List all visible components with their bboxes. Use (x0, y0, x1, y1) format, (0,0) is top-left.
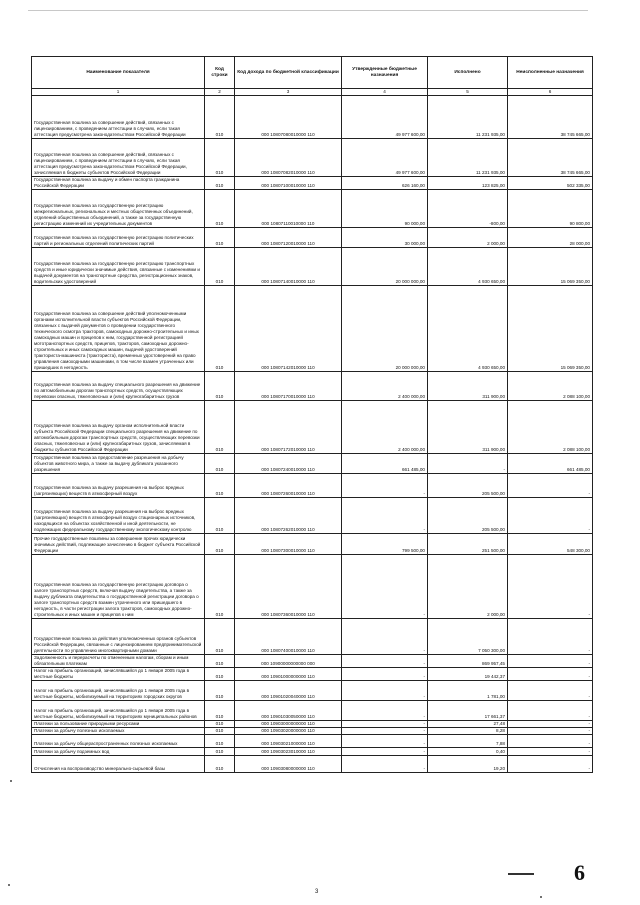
row-executed-cell: 2 000,00 (428, 228, 508, 248)
row-code-cell: 010 (205, 286, 235, 372)
row-approved-cell: 30 000,00 (342, 228, 428, 248)
row-executed-cell: 19,20 (428, 756, 508, 773)
table-row (32, 721, 593, 728)
row-classification-cell: 000 10903020000000 110 (235, 728, 342, 735)
row-name-cell: Налог на прибыль организаций, зачислявшийся до 1 января 2005 года в местные бюджеты, мобилизуемый на территориях муниципальных районов (32, 701, 205, 721)
row-classification-cell: 000 10903080000000 110 (235, 756, 342, 773)
row-name-cell: Государственная пошлина за действия уполномоченных органов субъектов Российской Федерации, связанные с лицензированием предпринимательской деятельности по управлению многоквартирными домами (32, 619, 205, 655)
row-approved-cell: - (342, 701, 428, 721)
row-code-cell: 010 (205, 555, 235, 619)
column-number: 5 (428, 89, 508, 96)
row-name-cell: Отчисления на воспроизводство минерально-сырьевой базы (32, 756, 205, 773)
row-executed-cell: 7,88 (428, 735, 508, 748)
row-executed-cell: 2 000,00 (428, 555, 508, 619)
row-unexecuted-cell: 2 088 100,00 (508, 372, 593, 401)
table-body (32, 96, 593, 773)
row-code-cell: 010 (205, 619, 235, 655)
row-executed-cell: 19 442,37 (428, 668, 508, 681)
row-classification-cell: 000 10903021000000 110 (235, 735, 342, 748)
table-row (32, 372, 593, 401)
row-approved-cell: 90 000,00 (342, 190, 428, 228)
table-row (32, 139, 593, 177)
row-executed-cell: 11 231 935,00 (428, 139, 508, 177)
column-number: 3 (235, 89, 342, 96)
row-name-cell: Платежи за пользование природными ресурсами (32, 721, 205, 728)
column-number: 1 (32, 89, 205, 96)
row-unexecuted-cell: 502 335,00 (508, 177, 593, 190)
row-approved-cell: 49 977 600,00 (342, 96, 428, 139)
row-unexecuted-cell: 15 069 350,00 (508, 248, 593, 286)
row-classification-cell: 000 10900000000000 000 (235, 655, 342, 668)
row-executed-cell: 7 050 300,00 (428, 619, 508, 655)
row-name-cell: Государственная пошлина за государственную регистрацию межрегиональных, региональных и местных общественных объединений, отделений общественных объединений, а также за государственную регистрацию изменений их учредительных документов (32, 190, 205, 228)
row-code-cell: 010 (205, 756, 235, 773)
row-unexecuted-cell: 28 000,00 (508, 228, 593, 248)
row-code-cell: 010 (205, 498, 235, 534)
row-classification-cell: 000 10903023010000 110 (235, 748, 342, 756)
row-classification-cell: 000 10807360010000 110 (235, 555, 342, 619)
row-classification-cell: 000 10807262010000 110 (235, 498, 342, 534)
row-executed-cell: 205 500,00 (428, 498, 508, 534)
row-code-cell: 010 (205, 228, 235, 248)
row-code-cell: 010 (205, 96, 235, 139)
row-approved-cell: - (342, 735, 428, 748)
row-code-cell: 010 (205, 735, 235, 748)
row-name-cell: Налог на прибыль организаций, зачислявшийся до 1 января 2005 года в местные бюджеты, мобилизуемый на территориях городских округов (32, 681, 205, 701)
row-name-cell: Платежи за добычу подземных вод (32, 748, 205, 756)
table-row (32, 228, 593, 248)
table-row (32, 286, 593, 372)
row-classification-cell: 000 10807400010000 110 (235, 619, 342, 655)
row-unexecuted-cell: - (508, 721, 593, 728)
row-code-cell: 010 (205, 474, 235, 498)
column-number-row (32, 89, 593, 96)
scan-speck (540, 896, 542, 898)
row-name-cell: Государственная пошлина за выдачу органом исполнительной власти субъекта Российской Федерации специального разрешения на движение по автомобильным дорогам транспортных средств, осуществляющих перевозки опасных, тяжеловесных и (или) крупногабаритных грузов, зачисляемая в бюджеты субъектов Российской Федерации (32, 401, 205, 454)
row-executed-cell: -800,00 (428, 190, 508, 228)
row-executed-cell: 11 231 935,00 (428, 96, 508, 139)
page-number: 3 (315, 889, 319, 895)
row-approved-cell: - (342, 555, 428, 619)
row-classification-cell: 000 10807240010000 110 (235, 454, 342, 474)
row-executed-cell: 123 825,00 (428, 177, 508, 190)
row-unexecuted-cell: - (508, 756, 593, 773)
row-executed-cell: 869 957,45 (428, 655, 508, 668)
row-unexecuted-cell: - (508, 681, 593, 701)
row-approved-cell: 2 400 000,00 (342, 372, 428, 401)
row-code-cell: 010 (205, 681, 235, 701)
row-code-cell: 010 (205, 190, 235, 228)
row-unexecuted-cell: - (508, 474, 593, 498)
row-code-cell: 010 (205, 668, 235, 681)
row-classification-cell: 000 10807172010000 110 (235, 401, 342, 454)
row-classification-cell: 000 10807260010000 110 (235, 474, 342, 498)
header-executed: Исполнено (428, 57, 508, 89)
row-unexecuted-cell: - (508, 655, 593, 668)
row-approved-cell: - (342, 474, 428, 498)
row-approved-cell: - (342, 756, 428, 773)
table-row (32, 401, 593, 454)
row-code-cell: 010 (205, 248, 235, 286)
row-name-cell: Государственная пошлина за государственную регистрацию политических партий и региональных отделений политических партий (32, 228, 205, 248)
row-name-cell: Прочие государственные пошлины за совершение прочих юридически значимых действий, подлежащие зачислению в бюджет субъекта Российской Федерации (32, 534, 205, 555)
row-approved-cell: 626 160,00 (342, 177, 428, 190)
table-row (32, 177, 593, 190)
row-unexecuted-cell: 38 745 665,00 (508, 96, 593, 139)
header-name: Наименование показателя (32, 57, 205, 89)
row-name-cell: Государственная пошлина за выдачу специального разрешения на движение по автомобильным дорогам транспортных средств, осуществляющих перевозки опасных, тяжеловесных и (или) крупногабаритных грузов (32, 372, 205, 401)
row-approved-cell: - (342, 681, 428, 701)
row-name-cell: Государственная пошлина за совершение действий, связанных с лицензированием, с проведением аттестации в случаях, если такая аттестация предусмотрена законодательством Российской Федерации (32, 96, 205, 139)
column-number: 2 (205, 89, 235, 96)
row-executed-cell: 0,40 (428, 748, 508, 756)
row-executed-cell: 1 781,00 (428, 681, 508, 701)
row-unexecuted-cell: - (508, 728, 593, 735)
row-unexecuted-cell: - (508, 555, 593, 619)
margin-dash (508, 873, 534, 875)
table-row (32, 96, 593, 139)
row-unexecuted-cell: - (508, 701, 593, 721)
column-number: 4 (342, 89, 428, 96)
table-row (32, 735, 593, 748)
row-code-cell: 010 (205, 401, 235, 454)
row-unexecuted-cell: - (508, 735, 593, 748)
row-unexecuted-cell: 661 485,00 (508, 454, 593, 474)
row-unexecuted-cell: 38 745 665,00 (508, 139, 593, 177)
row-code-cell: 010 (205, 655, 235, 668)
header-unexecuted: Неисполненные назначения (508, 57, 593, 89)
row-code-cell: 010 (205, 728, 235, 735)
row-approved-cell: 20 000 000,00 (342, 248, 428, 286)
revenue-report-table (31, 56, 593, 773)
top-rule (28, 10, 588, 11)
row-unexecuted-cell: 2 088 100,00 (508, 401, 593, 454)
row-executed-cell: 205 500,00 (428, 474, 508, 498)
table-row (32, 454, 593, 474)
row-unexecuted-cell: 548 300,00 (508, 534, 593, 555)
header-approved: Утвержденные бюджетные назначения (342, 57, 428, 89)
table-row (32, 248, 593, 286)
row-name-cell: Государственная пошлина за государственную регистрацию транспортных средств и иные юридически значимые действия, связанные с изменениями и выдачей документов на транспортные средства, регистрационных знаков, водительских удостоверений (32, 248, 205, 286)
row-approved-cell: 799 500,00 (342, 534, 428, 555)
row-classification-cell: 000 10807082010000 110 (235, 139, 342, 177)
row-code-cell: 010 (205, 177, 235, 190)
row-executed-cell: 4 930 650,00 (428, 248, 508, 286)
row-classification-cell: 000 10807140010000 110 (235, 248, 342, 286)
row-classification-cell: 000 10807170010000 110 (235, 372, 342, 401)
row-name-cell: Государственная пошлина за совершение действий уполномоченными органами исполнительной власти субъектов Российской Федерации, связанных с выдачей документов о проведении государственного технического осмотра тракторов, самоходных дорожно-строительных и иных самоходных машин и прицепов к ним, государственной регистрацией мототранспортных средств, прицепов, тракторов, самоходных дорожно-строительных и иных самоходных машин, выдачей удостоверений тракториста-машиниста (тракториста), временных удостоверений на право управления самоходными машинами, в том числе взамен утраченных или пришедших в негодность (32, 286, 205, 372)
row-unexecuted-cell: - (508, 498, 593, 534)
row-code-cell: 010 (205, 534, 235, 555)
table-row (32, 681, 593, 701)
row-name-cell: Государственная пошлина за предоставление разрешения на добычу объектов животного мира, а также за выдачу дубликата указанного разрешения (32, 454, 205, 474)
row-name-cell: Государственная пошлина за выдачу и обмен паспорта гражданина Российской Федерации (32, 177, 205, 190)
row-executed-cell: 27,48 (428, 721, 508, 728)
row-code-cell: 010 (205, 701, 235, 721)
row-approved-cell: - (342, 721, 428, 728)
row-executed-cell: 17 661,37 (428, 701, 508, 721)
row-code-cell: 010 (205, 721, 235, 728)
row-executed-cell: 251 500,00 (428, 534, 508, 555)
row-classification-cell: 000 10901000000000 110 (235, 668, 342, 681)
table-row (32, 701, 593, 721)
row-executed-cell: - (428, 454, 508, 474)
row-name-cell: Государственная пошлина за выдачу разрешения на выброс вредных (загрязняющих) веществ в атмосферный воздух стационарных источников, находящихся на объектах хозяйственной и иной деятельности, не подлежащих федеральному государственному экологическому контролю (32, 498, 205, 534)
row-approved-cell: 661 485,00 (342, 454, 428, 474)
row-classification-cell: 000 10903000000000 110 (235, 721, 342, 728)
row-unexecuted-cell: 90 800,00 (508, 190, 593, 228)
row-classification-cell: 000 10807080010000 110 (235, 96, 342, 139)
row-name-cell: Задолженность и перерасчеты по отмененным налогам, сборам и иным обязательным платежам (32, 655, 205, 668)
row-classification-cell: 000 10807300010000 110 (235, 534, 342, 555)
row-name-cell: Платежи за добычу полезных ископаемых (32, 728, 205, 735)
scan-speck (8, 884, 10, 886)
table-row (32, 534, 593, 555)
row-approved-cell: - (342, 668, 428, 681)
row-classification-cell: 000 10807100010000 110 (235, 177, 342, 190)
row-code-cell: 010 (205, 139, 235, 177)
table-row (32, 655, 593, 668)
row-executed-cell: 311 900,00 (428, 401, 508, 454)
table-row (32, 728, 593, 735)
row-approved-cell: - (342, 748, 428, 756)
row-unexecuted-cell: 15 069 350,00 (508, 286, 593, 372)
table-row (32, 668, 593, 681)
row-name-cell: Государственная пошлина за выдачу разрешения на выброс вредных (загрязняющих) веществ в атмосферный воздух (32, 474, 205, 498)
table-row (32, 555, 593, 619)
row-name-cell: Платежи за добычу общераспространенных полезных ископаемых (32, 735, 205, 748)
sheet-mark: 6 (574, 860, 585, 885)
row-unexecuted-cell: - (508, 748, 593, 756)
row-approved-cell: - (342, 655, 428, 668)
table-header-row (32, 57, 593, 89)
row-classification-cell: 000 10901030050000 110 (235, 701, 342, 721)
row-approved-cell: 2 400 000,00 (342, 401, 428, 454)
row-executed-cell: 311 900,00 (428, 372, 508, 401)
table-row (32, 498, 593, 534)
row-approved-cell: 20 000 000,00 (342, 286, 428, 372)
row-executed-cell: 4 930 650,00 (428, 286, 508, 372)
row-classification-cell: 000 10807142010000 110 (235, 286, 342, 372)
row-name-cell: Государственная пошлина за государственную регистрацию договора о залоге транспортных средств, включая выдачу свидетельства, а также за выдачу дубликата свидетельства о государственной регистрации договора о залоге транспортных средств взамен утраченного или пришедшего в негодность, в части регистрации залога тракторов, самоходных дорожно-строительных и иных машин и прицепов к ним (32, 555, 205, 619)
row-code-cell: 010 (205, 748, 235, 756)
row-executed-cell: 8,28 (428, 728, 508, 735)
row-approved-cell: - (342, 498, 428, 534)
row-code-cell: 010 (205, 454, 235, 474)
column-number: 6 (508, 89, 593, 96)
row-name-cell: Налог на прибыль организаций, зачислявшийся до 1 января 2005 года в местные бюджеты (32, 668, 205, 681)
row-approved-cell: - (342, 728, 428, 735)
row-approved-cell: 49 977 600,00 (342, 139, 428, 177)
header-code: Код строки (205, 57, 235, 89)
row-classification-cell: 000 10807110010000 110 (235, 190, 342, 228)
table-row (32, 190, 593, 228)
scan-speck (10, 780, 12, 782)
table-row (32, 748, 593, 756)
table-row (32, 619, 593, 655)
row-name-cell: Государственная пошлина за совершение действий, связанных с лицензированием, с проведением аттестации в случаях, если такая аттестация предусмотрена законодательством Российской Федерации, зачисляемая в бюджеты субъектов Российской Федерации (32, 139, 205, 177)
table-row (32, 474, 593, 498)
header-classification: Код дохода по бюджетной классификации (235, 57, 342, 89)
row-approved-cell: - (342, 619, 428, 655)
table-row (32, 756, 593, 773)
row-unexecuted-cell: - (508, 619, 593, 655)
row-classification-cell: 000 10807120010000 110 (235, 228, 342, 248)
row-classification-cell: 000 10901020040000 110 (235, 681, 342, 701)
row-unexecuted-cell: - (508, 668, 593, 681)
row-code-cell: 010 (205, 372, 235, 401)
